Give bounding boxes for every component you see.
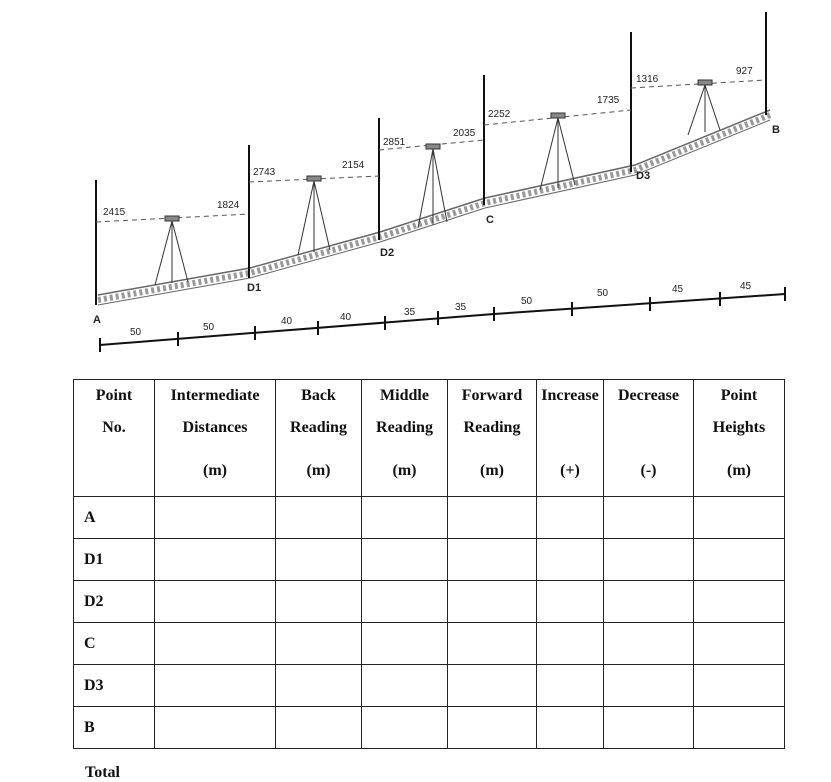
table-cell[interactable] xyxy=(448,665,537,707)
point-cell: B xyxy=(74,707,155,749)
staff-readings xyxy=(103,66,753,218)
point-cell: D1 xyxy=(74,539,155,581)
table-cell[interactable] xyxy=(537,707,604,749)
table-row xyxy=(74,707,785,749)
point-label-a: A xyxy=(93,314,101,326)
table-cell[interactable] xyxy=(362,581,448,623)
distance-label: 50 xyxy=(130,327,142,338)
table-cell[interactable] xyxy=(362,623,448,665)
table-cell[interactable] xyxy=(694,497,785,539)
reading-d1-fore: 1824 xyxy=(217,200,240,211)
instrument-1 xyxy=(155,216,188,285)
instrument-2 xyxy=(298,176,330,255)
header-back-reading: Back Reading (m) xyxy=(276,380,362,497)
point-cell: A xyxy=(74,497,155,539)
instrument-4 xyxy=(540,113,575,190)
reading-d3-fore: 1735 xyxy=(597,95,620,106)
distance-label: 35 xyxy=(404,307,416,318)
leveling-table xyxy=(73,379,785,749)
table-cell[interactable] xyxy=(604,581,694,623)
table-row xyxy=(74,581,785,623)
header-point-heights: Point Heights (m) xyxy=(694,380,785,497)
reading-d2-back: 2851 xyxy=(383,137,406,148)
table-cell[interactable] xyxy=(694,623,785,665)
table-cell[interactable] xyxy=(155,497,276,539)
point-label-d1: D1 xyxy=(247,282,262,294)
leveling-profile-diagram xyxy=(0,0,831,370)
header-increase: Increase (+) xyxy=(537,380,604,497)
header-row xyxy=(74,380,785,497)
reading-a-back: 2415 xyxy=(103,207,126,218)
table-cell[interactable] xyxy=(448,581,537,623)
distance-label: 50 xyxy=(597,288,609,299)
distance-label: 40 xyxy=(340,312,352,323)
point-cell: D3 xyxy=(74,665,155,707)
reading-c-back: 2252 xyxy=(488,109,511,120)
lower-distance-line xyxy=(100,307,494,352)
table-cell[interactable] xyxy=(604,497,694,539)
table-cell[interactable] xyxy=(537,581,604,623)
distance-label: 40 xyxy=(281,316,293,327)
table-row xyxy=(74,623,785,665)
table-cell[interactable] xyxy=(362,707,448,749)
table-cell[interactable] xyxy=(448,707,537,749)
level-instruments xyxy=(155,80,720,285)
table-cell[interactable] xyxy=(276,581,362,623)
table-cell[interactable] xyxy=(604,707,694,749)
distance-label: 45 xyxy=(672,284,684,295)
table-cell[interactable] xyxy=(276,623,362,665)
header-point-no: Point No. xyxy=(74,380,155,497)
table-cell[interactable] xyxy=(155,623,276,665)
distance-label: 50 xyxy=(203,322,215,333)
table-cell[interactable] xyxy=(362,665,448,707)
upper-distances xyxy=(521,281,752,307)
table-cell[interactable] xyxy=(448,539,537,581)
table-cell[interactable] xyxy=(448,623,537,665)
table-cell[interactable] xyxy=(362,539,448,581)
point-label-b: B xyxy=(772,124,780,136)
table-cell[interactable] xyxy=(276,707,362,749)
reading-d2-fore: 2154 xyxy=(342,160,365,171)
distance-label: 50 xyxy=(521,296,533,307)
instrument-5 xyxy=(688,80,720,135)
reading-d1-back: 2743 xyxy=(253,167,276,178)
table-cell[interactable] xyxy=(537,665,604,707)
table-row xyxy=(74,497,785,539)
distance-label: 35 xyxy=(455,302,467,313)
point-label-d2: D2 xyxy=(380,247,395,259)
header-intermediate-distances: Intermediate Distances (m) xyxy=(155,380,276,497)
table-cell[interactable] xyxy=(276,539,362,581)
table-cell[interactable] xyxy=(155,707,276,749)
ground-profile xyxy=(98,110,770,305)
header-decrease: Decrease (-) xyxy=(604,380,694,497)
table-cell[interactable] xyxy=(694,581,785,623)
table-cell[interactable] xyxy=(448,497,537,539)
table-cell[interactable] xyxy=(537,539,604,581)
header-forward-reading: Forward Reading (m) xyxy=(448,380,537,497)
table-cell[interactable] xyxy=(604,623,694,665)
table-cell[interactable] xyxy=(537,497,604,539)
header-middle-reading: Middle Reading (m) xyxy=(362,380,448,497)
point-label-d3: D3 xyxy=(636,170,651,182)
total-label: Total xyxy=(85,764,120,781)
table-cell[interactable] xyxy=(694,539,785,581)
point-labels xyxy=(93,124,780,326)
table-cell[interactable] xyxy=(604,539,694,581)
table-row xyxy=(74,665,785,707)
table-cell[interactable] xyxy=(537,623,604,665)
point-cell: C xyxy=(74,623,155,665)
reading-b-fore: 927 xyxy=(736,66,753,77)
reading-d3-back: 1316 xyxy=(636,74,659,85)
reading-c-fore: 2035 xyxy=(453,128,476,139)
table-cell[interactable] xyxy=(155,665,276,707)
point-cell: D2 xyxy=(74,581,155,623)
table-cell[interactable] xyxy=(604,665,694,707)
table-cell[interactable] xyxy=(362,497,448,539)
table-cell[interactable] xyxy=(694,707,785,749)
point-label-c: C xyxy=(486,214,494,226)
table-cell[interactable] xyxy=(694,665,785,707)
distance-label: 45 xyxy=(740,281,752,292)
table-row xyxy=(74,539,785,581)
table-cell[interactable] xyxy=(155,581,276,623)
sight-lines xyxy=(96,80,766,222)
table-cell[interactable] xyxy=(276,665,362,707)
table-cell[interactable] xyxy=(155,539,276,581)
table-cell[interactable] xyxy=(276,497,362,539)
